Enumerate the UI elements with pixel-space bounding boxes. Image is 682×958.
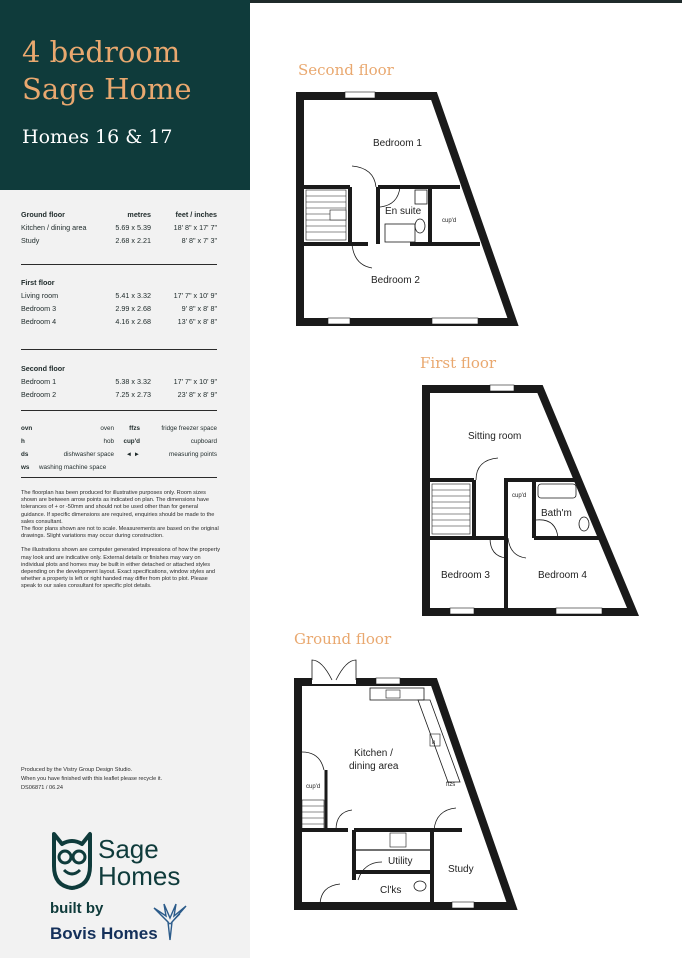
door-swing <box>352 166 376 187</box>
window <box>345 92 375 98</box>
room-label-bedroom-1: Bedroom 1 <box>373 138 422 149</box>
key-code: ffzs <box>129 425 140 432</box>
key-desc: hob <box>103 438 114 445</box>
key-table <box>21 422 217 474</box>
key-code: ds <box>21 451 29 458</box>
disclaimer <box>21 490 221 591</box>
key-desc: dishwasher space <box>63 451 114 458</box>
key-desc: measuring points <box>169 451 217 458</box>
room-label-cupboard: cup'd <box>306 784 321 790</box>
key-code: ws <box>21 464 30 471</box>
toilet <box>579 517 589 531</box>
page-title <box>22 34 242 108</box>
second-floor-plan <box>298 61 513 324</box>
bovis-bird-icon <box>150 902 190 942</box>
logo-text: Sage <box>98 834 159 864</box>
first-floor-table <box>21 276 217 328</box>
window <box>432 318 478 324</box>
door-swing <box>536 520 558 538</box>
col-metres: metres <box>127 210 151 219</box>
bath <box>538 484 576 498</box>
door-swing <box>380 187 400 207</box>
key-code: h <box>21 438 25 445</box>
header-panel <box>0 0 250 190</box>
room-feet: 23' 8" x 8' 9" <box>177 390 217 399</box>
french-doors-opening <box>312 678 356 684</box>
table-heading: First floor <box>21 278 55 287</box>
credits <box>21 766 162 793</box>
divider <box>21 410 217 411</box>
title-line-1: 4 bedroom <box>22 35 181 69</box>
room-metres: 2.99 x 2.68 <box>115 304 151 313</box>
room-label-sitting-room: Sitting room <box>468 431 522 442</box>
room-feet: 17' 7" x 10' 9" <box>173 291 217 300</box>
ground-floor-table <box>21 208 217 247</box>
toilet <box>414 881 426 891</box>
utility-sink <box>390 833 406 847</box>
logo-text: Homes <box>98 861 181 891</box>
room-feet: 9' 8" x 8' 8" <box>181 304 217 313</box>
room-label-bedroom-2: Bedroom 2 <box>371 275 420 286</box>
room-label-bedroom-4: Bedroom 4 <box>538 570 587 581</box>
first-floor-plan <box>420 354 633 614</box>
room-metres: 4.16 x 2.68 <box>115 317 151 326</box>
room-name: Bedroom 1 <box>21 377 57 386</box>
room-label-cloakroom: Cl'ks <box>380 885 402 896</box>
table-row <box>21 289 217 302</box>
room-metres: 2.68 x 2.21 <box>115 236 151 245</box>
table-heading: Second floor <box>21 364 65 373</box>
table-row <box>21 302 217 315</box>
key-row <box>21 448 217 461</box>
room-feet: 13' 6" x 8' 8" <box>177 317 217 326</box>
room-name: Living room <box>21 291 59 300</box>
col-feet: feet / inches <box>175 210 217 219</box>
table-row <box>21 375 217 388</box>
window <box>376 678 400 684</box>
room-name: Kitchen / dining area <box>21 223 87 232</box>
staircase <box>302 800 324 830</box>
key-desc: washing machine space <box>39 464 107 471</box>
window <box>450 608 474 614</box>
floor-plans <box>250 0 682 958</box>
room-metres: 5.38 x 3.32 <box>115 377 151 386</box>
ground-floor-plan <box>294 630 512 908</box>
page-subtitle: Homes 16 & 17 <box>22 126 173 148</box>
french-doors <box>312 660 356 680</box>
room-label-bathroom: Bath'm <box>541 508 572 519</box>
sink <box>386 690 400 698</box>
title-line-2: Sage Home <box>22 72 192 106</box>
key-desc: oven <box>100 425 114 432</box>
room-metres: 7.25 x 2.73 <box>115 390 151 399</box>
window <box>490 385 514 391</box>
staircase <box>432 484 470 534</box>
disclaimer-paragraph: The floor plans shown are not to scale. Measurements are based on the original drawings. Slight variations may occur during construction. <box>21 526 219 540</box>
room-label-kitchen: Kitchen / <box>354 748 393 759</box>
room-feet: 8' 8" x 7' 3" <box>181 236 217 245</box>
divider <box>21 264 217 265</box>
room-name: Study <box>21 236 40 245</box>
table-row <box>21 388 217 401</box>
bovis-homes-logo: Bovis Homes <box>50 924 158 943</box>
room-metres: 5.69 x 5.39 <box>115 223 151 232</box>
key-code: ovn <box>21 425 33 432</box>
room-label-en-suite: En suite <box>385 206 422 217</box>
room-metres: 5.41 x 3.32 <box>115 291 151 300</box>
room-label-cupboard: cup'd <box>512 493 527 499</box>
floor-label: Ground floor <box>294 630 392 648</box>
floor-label: First floor <box>420 354 497 372</box>
table-row <box>21 221 217 234</box>
room-name: Bedroom 2 <box>21 390 57 399</box>
key-desc: fridge freezer space <box>161 425 217 432</box>
credit-line: When you have finished with this leaflet please recycle it. <box>21 776 163 782</box>
floor-label: Second floor <box>298 61 394 79</box>
room-label-cupboard: cup'd <box>442 218 457 224</box>
table-heading: Ground floor <box>21 210 65 219</box>
basin <box>415 190 427 204</box>
built-by-text: built by <box>50 900 104 917</box>
window <box>452 902 474 908</box>
staircase <box>306 190 346 240</box>
table-row <box>21 234 217 247</box>
second-floor-table <box>21 362 217 401</box>
divider <box>21 477 217 478</box>
room-name: Bedroom 3 <box>21 304 57 313</box>
window <box>556 608 602 614</box>
room-label-bedroom-3: Bedroom 3 <box>441 570 490 581</box>
door-swing <box>352 244 372 268</box>
key-row <box>21 422 217 435</box>
room-label-utility: Utility <box>388 856 413 867</box>
door-swing <box>508 538 526 558</box>
toilet <box>415 219 425 233</box>
document-code: DS06871 / 06.24 <box>21 785 63 791</box>
divider <box>21 349 217 350</box>
table-row <box>21 315 217 328</box>
door-swing <box>490 538 506 558</box>
room-label-study: Study <box>448 864 474 875</box>
sidebar <box>0 0 250 958</box>
disclaimer-paragraph: The floorplan has been produced for illustrative purposes only. Room sizes shown are between arrow points as indicated on plan. The dimensions have tolerances of + or -50mm and should not be used other than for general guidance. If specific dimensions are required, enquiries should be made to the sales consultant. <box>21 490 215 525</box>
sage-owl-logo-icon <box>50 830 94 890</box>
room-feet: 18' 8" x 17' 7" <box>173 223 217 232</box>
label-fridge-freezer-space: ffzs <box>446 782 456 788</box>
key-desc: cupboard <box>190 438 217 445</box>
label-hob: h <box>432 740 436 746</box>
key-row <box>21 435 217 448</box>
sage-homes-logo <box>98 836 180 890</box>
window <box>328 318 350 324</box>
door-swing <box>434 808 456 830</box>
door-swing <box>302 752 324 770</box>
room-label-dining-area: dining area <box>349 761 399 772</box>
door-swing <box>476 458 498 480</box>
room-feet: 17' 7" x 10' 9" <box>173 377 217 386</box>
door-swing <box>336 810 352 830</box>
key-code: cup'd <box>123 438 140 445</box>
room-name: Bedroom 4 <box>21 317 57 326</box>
shower <box>385 224 415 242</box>
measuring-points-arrows: ◄ ► <box>125 451 140 458</box>
credit-line: Produced by the Vistry Group Design Studio. <box>21 767 133 773</box>
disclaimer-paragraph: The illustrations shown are computer generated impressions of how the property may look and are indicative only. External details or finishes may vary on individual plots and homes may be built in either detached or attached styles depending on the development layout. Exact specifications, window styles and whether a property is left or right handed may differ from plot to plot. Please speak to our sales consultant for specific plot details. <box>21 547 220 590</box>
key-row <box>21 461 217 474</box>
